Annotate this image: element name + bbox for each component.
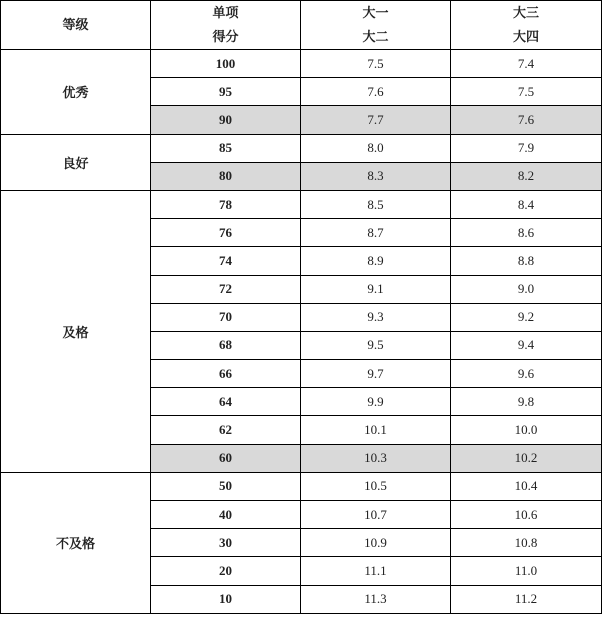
score-cell: 78 (151, 190, 301, 218)
value-cell-year12: 9.1 (301, 275, 451, 303)
value-cell-year12: 8.9 (301, 247, 451, 275)
value-cell-year12: 8.3 (301, 162, 451, 190)
score-cell: 100 (151, 50, 301, 78)
grade-label: 不及格 (1, 472, 151, 613)
value-cell-year34: 7.5 (451, 78, 602, 106)
table-row (1, 190, 602, 218)
value-cell-year34: 11.0 (451, 557, 602, 585)
header-grade: 等级 (1, 1, 151, 50)
value-cell-year12: 7.7 (301, 106, 451, 134)
value-cell-year12: 8.5 (301, 190, 451, 218)
value-cell-year34: 8.2 (451, 162, 602, 190)
table-row (1, 50, 602, 78)
header-col-b (451, 1, 602, 50)
header-col-a-line2: 大二 (362, 29, 389, 44)
header-col-a-line1: 大一 (362, 5, 389, 20)
header-score-line2: 得分 (212, 29, 239, 44)
value-cell-year12: 9.9 (301, 388, 451, 416)
score-cell: 20 (151, 557, 301, 585)
value-cell-year34: 7.9 (451, 134, 602, 162)
value-cell-year34: 10.6 (451, 501, 602, 529)
value-cell-year12: 9.5 (301, 331, 451, 359)
score-cell: 50 (151, 472, 301, 500)
score-cell: 74 (151, 247, 301, 275)
grade-label: 良好 (1, 134, 151, 190)
value-cell-year12: 7.5 (301, 50, 451, 78)
score-cell: 64 (151, 388, 301, 416)
value-cell-year34: 9.0 (451, 275, 602, 303)
header-col-b-line1: 大三 (512, 5, 539, 20)
value-cell-year34: 7.6 (451, 106, 602, 134)
value-cell-year34: 9.2 (451, 303, 602, 331)
value-cell-year34: 10.8 (451, 529, 602, 557)
score-cell: 76 (151, 219, 301, 247)
header-col-b-line2: 大四 (512, 29, 539, 44)
table-row (1, 134, 602, 162)
value-cell-year12: 10.7 (301, 501, 451, 529)
table-body (1, 50, 602, 614)
score-cell: 85 (151, 134, 301, 162)
score-cell: 95 (151, 78, 301, 106)
header-score-line1: 单项 (212, 5, 239, 20)
header-score (151, 1, 301, 50)
score-cell: 40 (151, 501, 301, 529)
value-cell-year34: 10.2 (451, 444, 602, 472)
value-cell-year12: 10.1 (301, 416, 451, 444)
value-cell-year34: 10.4 (451, 472, 602, 500)
value-cell-year12: 10.5 (301, 472, 451, 500)
score-cell: 72 (151, 275, 301, 303)
grade-label: 优秀 (1, 50, 151, 135)
header-col-a (301, 1, 451, 50)
value-cell-year12: 7.6 (301, 78, 451, 106)
header-row (1, 1, 602, 50)
value-cell-year34: 9.4 (451, 331, 602, 359)
value-cell-year34: 9.8 (451, 388, 602, 416)
value-cell-year34: 11.2 (451, 585, 602, 613)
value-cell-year12: 8.0 (301, 134, 451, 162)
score-cell: 66 (151, 360, 301, 388)
value-cell-year12: 11.3 (301, 585, 451, 613)
score-cell: 62 (151, 416, 301, 444)
score-cell: 80 (151, 162, 301, 190)
grade-label: 及格 (1, 190, 151, 472)
value-cell-year12: 10.9 (301, 529, 451, 557)
value-cell-year34: 8.4 (451, 190, 602, 218)
score-cell: 60 (151, 444, 301, 472)
table-row (1, 472, 602, 500)
value-cell-year34: 10.0 (451, 416, 602, 444)
value-cell-year34: 8.8 (451, 247, 602, 275)
score-cell: 10 (151, 585, 301, 613)
value-cell-year12: 9.7 (301, 360, 451, 388)
value-cell-year12: 9.3 (301, 303, 451, 331)
score-cell: 30 (151, 529, 301, 557)
score-cell: 68 (151, 331, 301, 359)
score-cell: 70 (151, 303, 301, 331)
value-cell-year12: 10.3 (301, 444, 451, 472)
value-cell-year12: 11.1 (301, 557, 451, 585)
score-cell: 90 (151, 106, 301, 134)
value-cell-year34: 9.6 (451, 360, 602, 388)
value-cell-year12: 8.7 (301, 219, 451, 247)
value-cell-year34: 7.4 (451, 50, 602, 78)
value-cell-year34: 8.6 (451, 219, 602, 247)
